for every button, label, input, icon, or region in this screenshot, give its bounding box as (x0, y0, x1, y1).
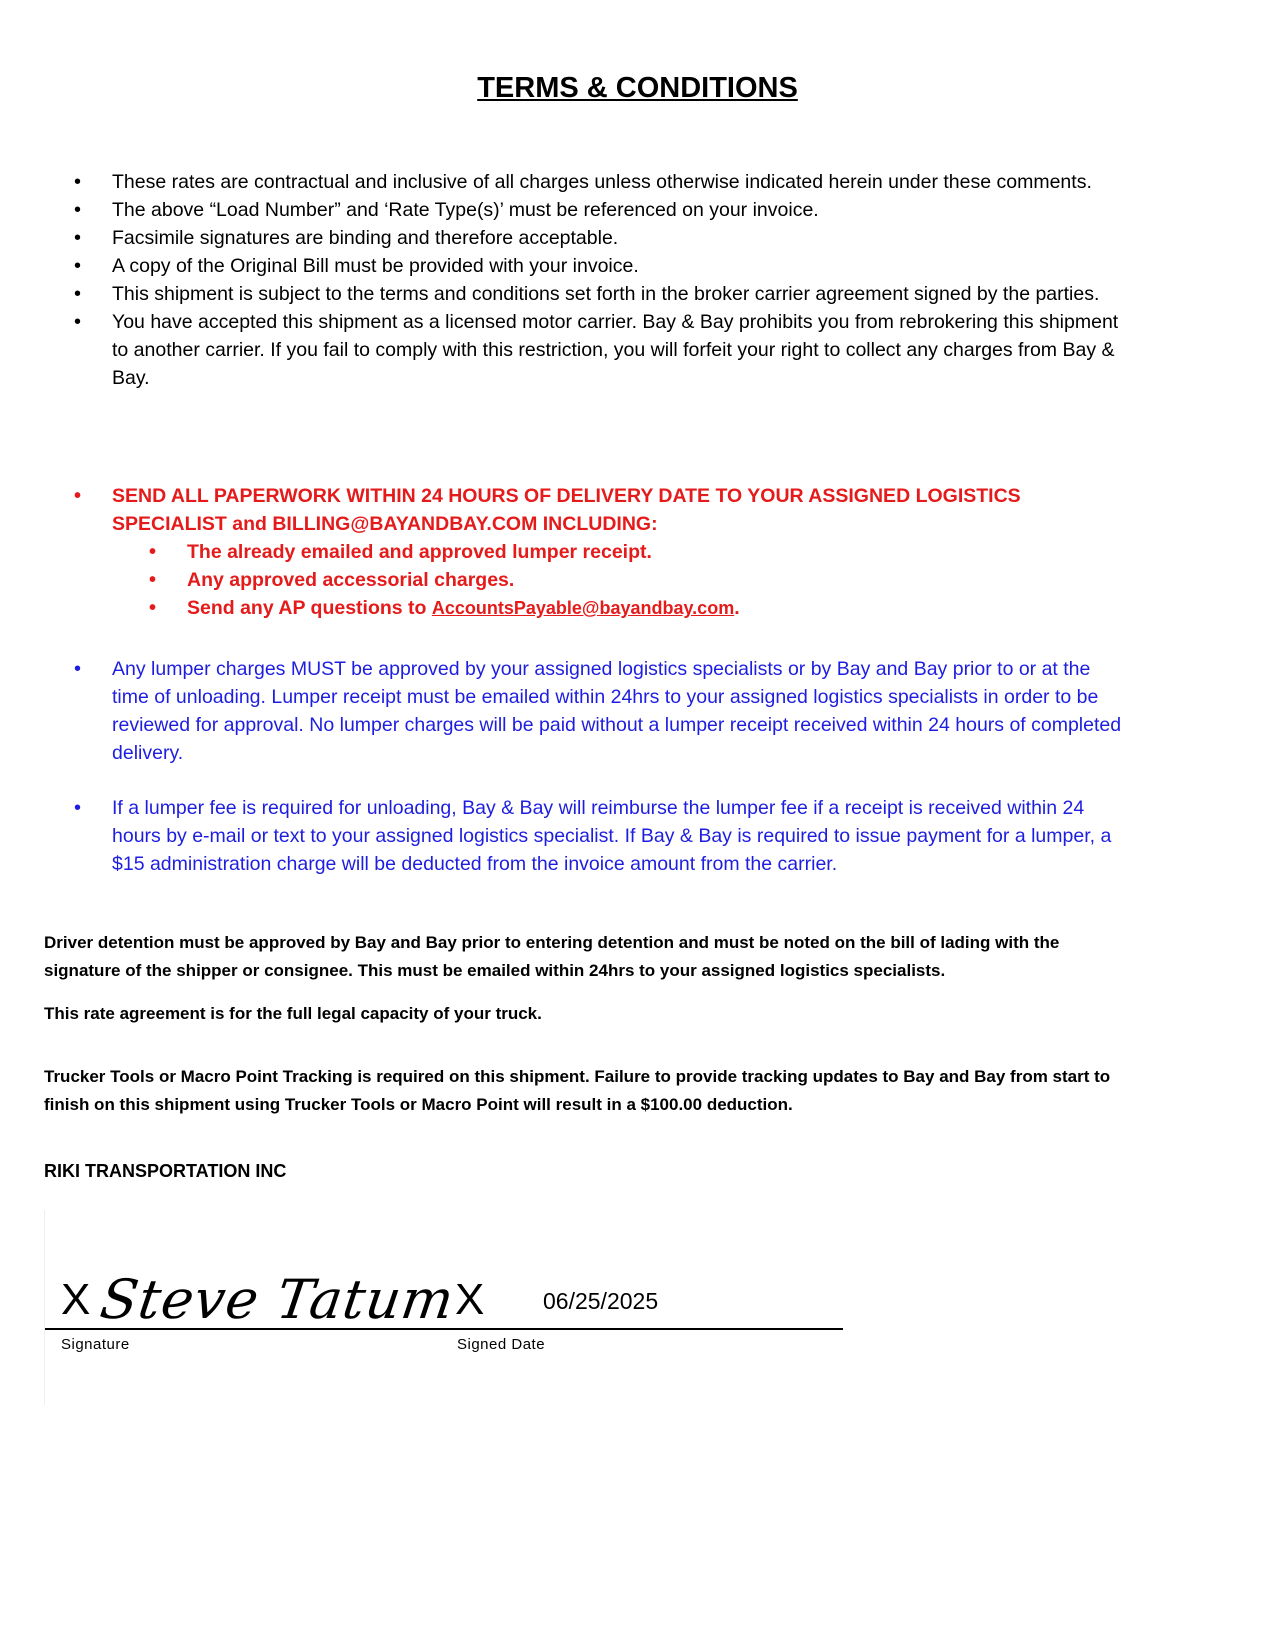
lumper-fee-list (74, 794, 1124, 878)
paperwork-sub-item: • Any approved accessorial charges. (149, 566, 1124, 594)
signed-date-label: Signed Date (457, 1336, 546, 1353)
paperwork-list (74, 482, 1124, 622)
list-item: • You have accepted this shipment as a licensed motor carrier. Bay & Bay prohibits you from rebrokering this shipment to another carrier. If you fail to comply with this restriction, you will forfeit your right to collect any charges from Bay & Bay. (74, 308, 1124, 392)
list-item: • This shipment is subject to the terms and conditions set forth in the broker carrier agreement signed by the parties. (74, 280, 1124, 308)
list-item: • These rates are contractual and inclusive of all charges unless otherwise indicated herein under these comments. (74, 168, 1124, 196)
page-title: TERMS & CONDITIONS (477, 72, 798, 104)
terms-list (74, 168, 1124, 392)
lumper-approval-list (74, 655, 1124, 767)
list-item: • If a lumper fee is required for unloading, Bay & Bay will reimburse the lumper fee if a receipt is received within 24 hours by e-mail or text to your assigned logistics specialist. If Bay & Bay is required to issue payment for a lumper, a $15 administration charge will be deducted from the invoice amount from the carrier. (74, 794, 1124, 878)
signature-line (45, 1328, 843, 1330)
list-item: • The above “Load Number” and ‘Rate Type(s)’ must be referenced on your invoice. (74, 196, 1124, 224)
ap-questions-item (149, 594, 1124, 622)
tracking-paragraph: Trucker Tools or Macro Point Tracking is required on this shipment. Failure to provide tracking updates to Bay and Bay from start to finish on this shipment using Trucker Tools or Macro Point will result in a $100.00 deduction. (44, 1067, 1111, 1114)
handwritten-signature: Steve Tatum (96, 1268, 459, 1331)
list-item: • Facsimile signatures are binding and therefore acceptable. (74, 224, 1124, 252)
detention-paragraph: Driver detention must be approved by Bay and Bay prior to entering detention and must be noted on the bill of lading with the signature of the shipper or consignee. This must be emailed within 24hrs to your assigned logistics specialists. (44, 933, 1060, 980)
paperwork-main-item: • SEND ALL PAPERWORK WITHIN 24 HOURS OF DELIVERY DATE TO YOUR ASSIGNED LOGISTICS SPECIALIST and BILLING@BAYANDBAY.COM INCLUDING: (74, 482, 1124, 538)
accounts-payable-email-link[interactable]: AccountsPayable@bayandbay.com (431, 598, 735, 618)
company-name: RIKI TRANSPORTATION INC (44, 1161, 287, 1181)
capacity-paragraph: This rate agreement is for the full legal capacity of your truck. (44, 1004, 542, 1023)
signature-label: Signature (61, 1336, 130, 1353)
signed-date-value: 06/25/2025 (543, 1288, 659, 1314)
paperwork-sub-item: • The already emailed and approved lumper receipt. (149, 538, 1124, 566)
list-item: • Any lumper charges MUST be approved by your assigned logistics specialists or by Bay and Bay prior to or at the time of unloading. Lumper receipt must be emailed within 24hrs to your assigned logistics specialists in order to be reviewed for approval. No lumper charges will be paid without a lumper receipt received within 24 hours of completed delivery. (74, 655, 1124, 767)
signature-block (44, 1210, 845, 1405)
ap-questions-suffix: . (734, 597, 740, 619)
ap-questions-text: Send any AP questions to (187, 597, 432, 619)
list-item: • A copy of the Original Bill must be provided with your invoice. (74, 252, 1124, 280)
date-x-mark: X (455, 1275, 485, 1324)
signature-x-mark: X (61, 1275, 91, 1324)
